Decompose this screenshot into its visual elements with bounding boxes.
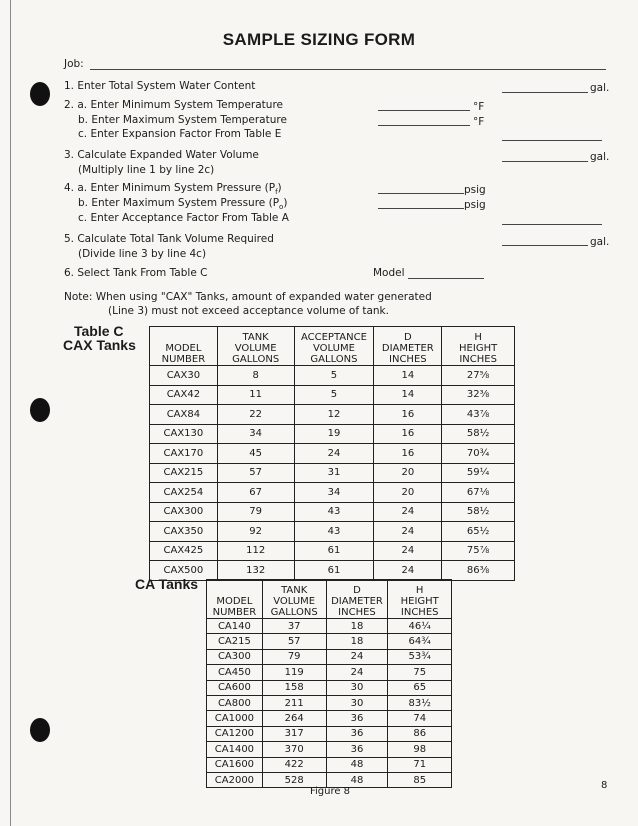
table-c-cell: CAX130 — [150, 424, 218, 444]
table-ca-cell: CA140 — [207, 619, 263, 634]
table-c — [149, 326, 515, 581]
step-5-sub: (Divide line 3 by line 4c) — [78, 248, 207, 260]
table-ca-header-cell — [207, 580, 263, 619]
table-ca-cell: CA2000 — [207, 772, 263, 787]
table-c-cell: 61 — [294, 561, 374, 581]
table-ca-header-cell — [326, 580, 388, 619]
table-c-row — [150, 444, 515, 464]
binder-hole — [30, 82, 50, 106]
table-c-row — [150, 424, 515, 444]
table-ca-row — [207, 665, 452, 680]
model-line — [408, 278, 484, 279]
table-c-cell: 34 — [294, 483, 374, 503]
table-c-cell: 14 — [374, 366, 442, 386]
table-c-header-cell — [442, 327, 515, 366]
table-c-cell: 58½ — [442, 424, 515, 444]
page-edge-line — [10, 0, 11, 826]
page-number: 8 — [601, 780, 608, 791]
table-c-header-text: TANK — [242, 332, 269, 343]
table-c-cell: 79 — [217, 502, 294, 522]
table-c-cell: CAX425 — [150, 541, 218, 561]
table-c-row — [150, 502, 515, 522]
table-c-row — [150, 385, 515, 405]
table-c-row — [150, 522, 515, 542]
table-c-header-text: D — [403, 332, 412, 343]
step-4a-line — [378, 193, 464, 194]
table-c-cell: 112 — [217, 541, 294, 561]
job-label: Job: — [64, 58, 84, 70]
table-ca-cell: 79 — [262, 649, 326, 664]
table-ca-cell: 98 — [388, 742, 452, 757]
table-c-cell: 92 — [217, 522, 294, 542]
step-2a-line — [378, 110, 470, 111]
table-c-cell: CAX84 — [150, 405, 218, 425]
table-c-cell: 8 — [217, 366, 294, 386]
table-ca-row — [207, 680, 452, 695]
table-c-cell: CAX500 — [150, 561, 218, 581]
table-c-header-cell — [294, 327, 374, 366]
table-ca-cell: 53¾ — [388, 649, 452, 664]
form-title: SAMPLE SIZING FORM — [222, 30, 416, 49]
table-ca-cell: 119 — [262, 665, 326, 680]
table-c-row — [150, 405, 515, 425]
table-c-cell: 45 — [217, 444, 294, 464]
step-6-label: 6. Select Tank From Table C — [64, 267, 208, 279]
figure-caption: Figure 8 — [309, 786, 351, 797]
table-c-row — [150, 561, 515, 581]
table-c-cell: CAX42 — [150, 385, 218, 405]
table-c-cell: CAX254 — [150, 483, 218, 503]
table-ca-header-cell — [262, 580, 326, 619]
table-ca-header-text: H — [415, 585, 424, 596]
table-ca-header-text: DIAMETER — [331, 596, 383, 607]
table-ca-cell: 37 — [262, 619, 326, 634]
table-c-cell: 24 — [374, 502, 442, 522]
model-label: Model — [373, 267, 405, 279]
table-c-header-text: MODEL — [165, 343, 202, 354]
step-4a-label: 4. a. Enter Minimum System Pressure $(P_f)$ — [64, 182, 282, 197]
table-c-header-text: INCHES — [389, 354, 427, 365]
table-ca-cell: 48 — [326, 772, 388, 787]
table-c-cell: 24 — [374, 541, 442, 561]
table-c-cell: 12 — [294, 405, 374, 425]
table-ca-cell: 211 — [262, 695, 326, 710]
table-c-cell: 132 — [217, 561, 294, 581]
table-ca-cell: CA215 — [207, 634, 263, 649]
table-c-cell: CAX350 — [150, 522, 218, 542]
step-3-sub: (Multiply line 1 by line 2c) — [78, 164, 215, 176]
table-c-cell: 11 — [217, 385, 294, 405]
table-ca-cell: CA300 — [207, 649, 263, 664]
step-2c-line — [502, 140, 602, 141]
table-c-header-text: DIAMETER — [381, 343, 434, 354]
table-ca-cell: 370 — [262, 742, 326, 757]
table-c-cell: 24 — [374, 522, 442, 542]
table-ca-cell: 64¾ — [388, 634, 452, 649]
table-c-cell: 67⅛ — [442, 483, 515, 503]
degf-unit: °F — [473, 116, 485, 128]
table-c-cell: 43⅞ — [442, 405, 515, 425]
table-ca-cell: 46¼ — [388, 619, 452, 634]
table-c-cell: 70¾ — [442, 444, 515, 464]
table-ca-cell: 36 — [326, 742, 388, 757]
table-ca-cell: 36 — [326, 726, 388, 741]
table-ca-cell: 24 — [326, 665, 388, 680]
table-c-header-row — [150, 327, 515, 366]
table-c-cell: 5 — [294, 385, 374, 405]
ca-tanks-heading: CA Tanks — [135, 576, 199, 592]
table-ca-cell: 18 — [326, 619, 388, 634]
table-c-cell: 58½ — [442, 502, 515, 522]
table-c-cell: 19 — [294, 424, 374, 444]
step-4c-line — [502, 224, 602, 225]
table-c-row — [150, 483, 515, 503]
table-ca-cell: CA1000 — [207, 711, 263, 726]
step-3-label: 3. Calculate Expanded Water Volume — [64, 149, 259, 161]
step-1-line — [502, 92, 588, 93]
table-c-cell: 31 — [294, 463, 374, 483]
gal-unit: gal. — [590, 151, 610, 163]
step-2b-line — [378, 125, 470, 126]
step-2c-label: c. Enter Expansion Factor From Table E — [78, 128, 282, 140]
note-line-2: (Line 3) must not exceed acceptance volume of tank. — [108, 305, 389, 317]
table-c-header-text: VOLUME — [234, 343, 277, 354]
table-ca-row — [207, 742, 452, 757]
table-c-cell: 24 — [294, 444, 374, 464]
table-c-header-text: H — [474, 332, 482, 343]
table-ca-cell: 158 — [262, 680, 326, 695]
table-c-cell: 67 — [217, 483, 294, 503]
table-c-cell: 16 — [374, 405, 442, 425]
table-ca-cell: CA1400 — [207, 742, 263, 757]
table-c-cell: 27⅝ — [442, 366, 515, 386]
table-ca-row — [207, 726, 452, 741]
table-ca-header-text: GALLONS — [270, 607, 318, 618]
step-5-line — [502, 245, 588, 246]
table-ca-header-text: INCHES — [338, 607, 376, 618]
table-ca-cell: 36 — [326, 711, 388, 726]
job-line — [90, 69, 606, 70]
table-c-cell: 61 — [294, 541, 374, 561]
degf-unit: °F — [473, 101, 485, 113]
table-ca-row — [207, 711, 452, 726]
table-ca-cell: 71 — [388, 757, 452, 772]
table-ca-header-text: TANK — [281, 585, 308, 596]
step-4c-label: c. Enter Acceptance Factor From Table A — [78, 212, 289, 224]
table-c-cell: 75⅞ — [442, 541, 515, 561]
psig-unit: psig — [464, 184, 486, 196]
step-4b-label: b. Enter Maximum System Pressure $(P_o)$ — [78, 197, 288, 212]
table-c-cell: CAX30 — [150, 366, 218, 386]
table-c-header-text: ACCEPTANCE — [300, 332, 367, 343]
table-c-header-text: NUMBER — [161, 354, 206, 365]
table-c-cell: CAX215 — [150, 463, 218, 483]
table-c-header-cell — [374, 327, 442, 366]
table-ca — [206, 579, 452, 788]
gal-unit: gal. — [590, 82, 610, 94]
step-4b-line — [378, 208, 464, 209]
table-c-cell: 34 — [217, 424, 294, 444]
table-ca-cell: CA1600 — [207, 757, 263, 772]
table-ca-cell: 65 — [388, 680, 452, 695]
table-ca-header-text: D — [353, 585, 361, 596]
table-ca-row — [207, 695, 452, 710]
table-c-cell: CAX300 — [150, 502, 218, 522]
table-c-header-text: HEIGHT — [459, 343, 498, 354]
table-ca-header-text: VOLUME — [273, 596, 316, 607]
table-ca-cell: 30 — [326, 695, 388, 710]
table-c-cell: 86⅜ — [442, 561, 515, 581]
step-2b-label: b. Enter Maximum System Temperature — [78, 114, 287, 126]
table-c-cell: 16 — [374, 424, 442, 444]
table-ca-cell: 83½ — [388, 695, 452, 710]
table-ca-cell: CA450 — [207, 665, 263, 680]
table-ca-header-text: HEIGHT — [400, 596, 439, 607]
table-c-row — [150, 541, 515, 561]
table-c-cell: 65½ — [442, 522, 515, 542]
table-ca-cell: CA1200 — [207, 726, 263, 741]
table-ca-cell: 264 — [262, 711, 326, 726]
table-ca-cell: CA800 — [207, 695, 263, 710]
table-c-header-text: INCHES — [459, 354, 497, 365]
table-c-header-text: GALLONS — [232, 354, 280, 365]
table-c-cell: 57 — [217, 463, 294, 483]
table-ca-cell: 18 — [326, 634, 388, 649]
binder-hole — [30, 718, 50, 742]
step-3-line — [502, 161, 588, 162]
table-c-row — [150, 463, 515, 483]
table-ca-row — [207, 634, 452, 649]
step-2a-label: 2. a. Enter Minimum System Temperature — [64, 99, 283, 111]
table-c-cell: 20 — [374, 463, 442, 483]
table-c-header-text: GALLONS — [310, 354, 358, 365]
gal-unit: gal. — [590, 236, 610, 248]
cax-tanks-heading: CAX Tanks — [63, 337, 136, 353]
table-ca-cell: 24 — [326, 649, 388, 664]
table-c-cell: 5 — [294, 366, 374, 386]
table-c-row — [150, 366, 515, 386]
table-c-cell: 43 — [294, 522, 374, 542]
table-ca-cell: CA600 — [207, 680, 263, 695]
table-ca-header-cell — [388, 580, 452, 619]
psig-unit: psig — [464, 199, 486, 211]
table-ca-cell: 30 — [326, 680, 388, 695]
table-ca-cell: 48 — [326, 757, 388, 772]
table-c-cell: 14 — [374, 385, 442, 405]
table-ca-row — [207, 757, 452, 772]
table-ca-cell: 74 — [388, 711, 452, 726]
table-ca-row — [207, 649, 452, 664]
table-c-header-text: VOLUME — [313, 343, 355, 354]
table-ca-header-text: MODEL — [216, 596, 253, 607]
table-ca-cell: 317 — [262, 726, 326, 741]
table-c-cell: 22 — [217, 405, 294, 425]
table-ca-cell: 75 — [388, 665, 452, 680]
table-ca-cell: 57 — [262, 634, 326, 649]
table-ca-header-row — [207, 580, 452, 619]
table-ca-cell: 422 — [262, 757, 326, 772]
table-ca-cell: 528 — [262, 772, 326, 787]
table-c-cell: 59¼ — [442, 463, 515, 483]
table-ca-cell: 85 — [388, 772, 452, 787]
step-5-label: 5. Calculate Total Tank Volume Required — [64, 233, 274, 245]
table-c-header-cell — [150, 327, 218, 366]
table-ca-row — [207, 619, 452, 634]
table-c-header-cell — [217, 327, 294, 366]
table-ca-header-text: NUMBER — [212, 607, 257, 618]
table-c-heading: Table C — [74, 323, 124, 339]
table-c-cell: 24 — [374, 561, 442, 581]
note-line-1: Note: When using "CAX" Tanks, amount of expanded water generated — [64, 291, 432, 303]
table-c-cell: 32⅜ — [442, 385, 515, 405]
table-c-cell: 16 — [374, 444, 442, 464]
table-c-cell: 43 — [294, 502, 374, 522]
table-c-cell: CAX170 — [150, 444, 218, 464]
table-ca-cell: 86 — [388, 726, 452, 741]
step-1-label: 1. Enter Total System Water Content — [64, 80, 256, 92]
table-c-cell: 20 — [374, 483, 442, 503]
table-ca-header-text: INCHES — [400, 607, 439, 618]
binder-hole — [30, 398, 50, 422]
